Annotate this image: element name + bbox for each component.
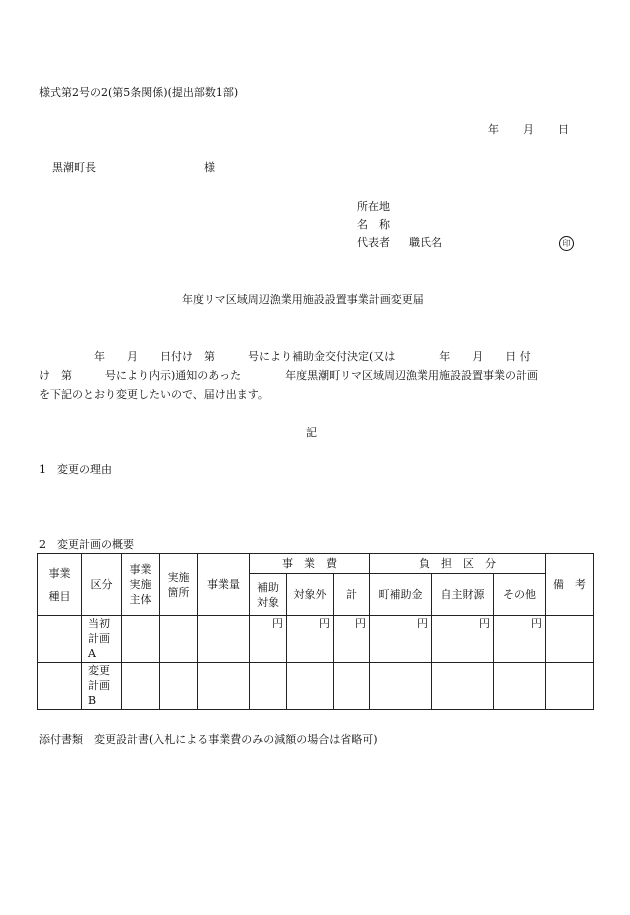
cell-sonota [494, 663, 546, 710]
cell-shumoku [38, 663, 82, 710]
date-day: 日 [558, 123, 569, 136]
cell-shumoku [38, 616, 82, 663]
header-jigyoryo: 事業量 [198, 554, 250, 616]
cell-yen: 円 [287, 616, 334, 663]
document-title: 年度リマ区域周辺漁業用施設設置事業計画変更届 [182, 293, 424, 306]
cell-yen: 円 [494, 616, 546, 663]
addressee-honorific: 様 [204, 161, 215, 174]
header-kubun: 区分 [82, 554, 122, 616]
cell-yen: 円 [250, 616, 287, 663]
date-year: 年 [488, 123, 499, 136]
body-line-2: け 第 号により内示)通知のあった 年度黒潮町リマ区域周辺漁業用施設設置事業の計画 [39, 369, 538, 382]
cell-hojo [250, 663, 287, 710]
cell-kasho [160, 616, 198, 663]
address-label: 所在地 [357, 200, 390, 213]
header-jigyo-shumoku: 事業 種目 [38, 554, 82, 616]
table-row [38, 616, 594, 663]
cell-kasho [160, 663, 198, 710]
cell-jishu [432, 663, 494, 710]
section-reason-heading: 1 変更の理由 [39, 463, 112, 476]
seal-mark: 印 [559, 236, 574, 251]
date-line [488, 123, 569, 137]
header-jisshi-shutai: 事業 実施 主体 [122, 554, 160, 616]
header-biko: 備 考 [546, 554, 594, 616]
cell-shutai [122, 616, 160, 663]
header-jisshi-kasho: 実施 箇所 [160, 554, 198, 616]
section-plan-heading: 2 変更計画の概要 [39, 538, 134, 551]
attachments-note: 添付書類 変更設計書(入札による事業費のみの減額の場合は省略可) [39, 733, 378, 746]
cell-yen: 円 [432, 616, 494, 663]
cell-jigyoryo [198, 616, 250, 663]
cell-yen: 円 [370, 616, 432, 663]
header-kei: 計 [334, 574, 370, 616]
header-futan-kubun: 負 担 区 分 [370, 554, 546, 574]
header-jigyohi: 事 業 費 [250, 554, 370, 574]
cell-machi [370, 663, 432, 710]
header-jishu-zaigen: 自主財源 [432, 574, 494, 616]
cell-biko [546, 616, 594, 663]
date-month: 月 [523, 123, 534, 136]
cell-taishogai [287, 663, 334, 710]
applicant-block [357, 198, 442, 252]
table-row [38, 663, 594, 710]
form-number: 様式第2号の2(第5条関係)(提出部数1部) [39, 86, 239, 99]
body-line-3: を下記のとおり変更したいので、届け出ます。 [39, 388, 269, 401]
ki-heading: 記 [306, 426, 317, 439]
header-machi-hojokin: 町補助金 [370, 574, 432, 616]
header-hojo-taisho: 補助 対象 [250, 574, 287, 616]
cell-biko [546, 663, 594, 710]
plan-summary-table [37, 553, 594, 710]
row-label-changed: 変更 計画 B [82, 663, 122, 710]
cell-shutai [122, 663, 160, 710]
addressee [52, 161, 215, 175]
cell-kei [334, 663, 370, 710]
body-paragraph [39, 347, 579, 404]
body-line-1: 年 月 日付け 第 号により補助金交付決定(又は 年 月 日 付 [39, 350, 531, 363]
representative-label: 代表者 [357, 236, 390, 249]
header-taishogai: 対象外 [287, 574, 334, 616]
addressee-name: 黒潮町長 [52, 161, 96, 174]
cell-yen: 円 [334, 616, 370, 663]
row-label-initial: 当初 計画 A [82, 616, 122, 663]
name-label: 名 称 [357, 218, 390, 231]
title-name-label: 職氏名 [409, 236, 442, 249]
header-sonota: その他 [494, 574, 546, 616]
cell-jigyoryo [198, 663, 250, 710]
